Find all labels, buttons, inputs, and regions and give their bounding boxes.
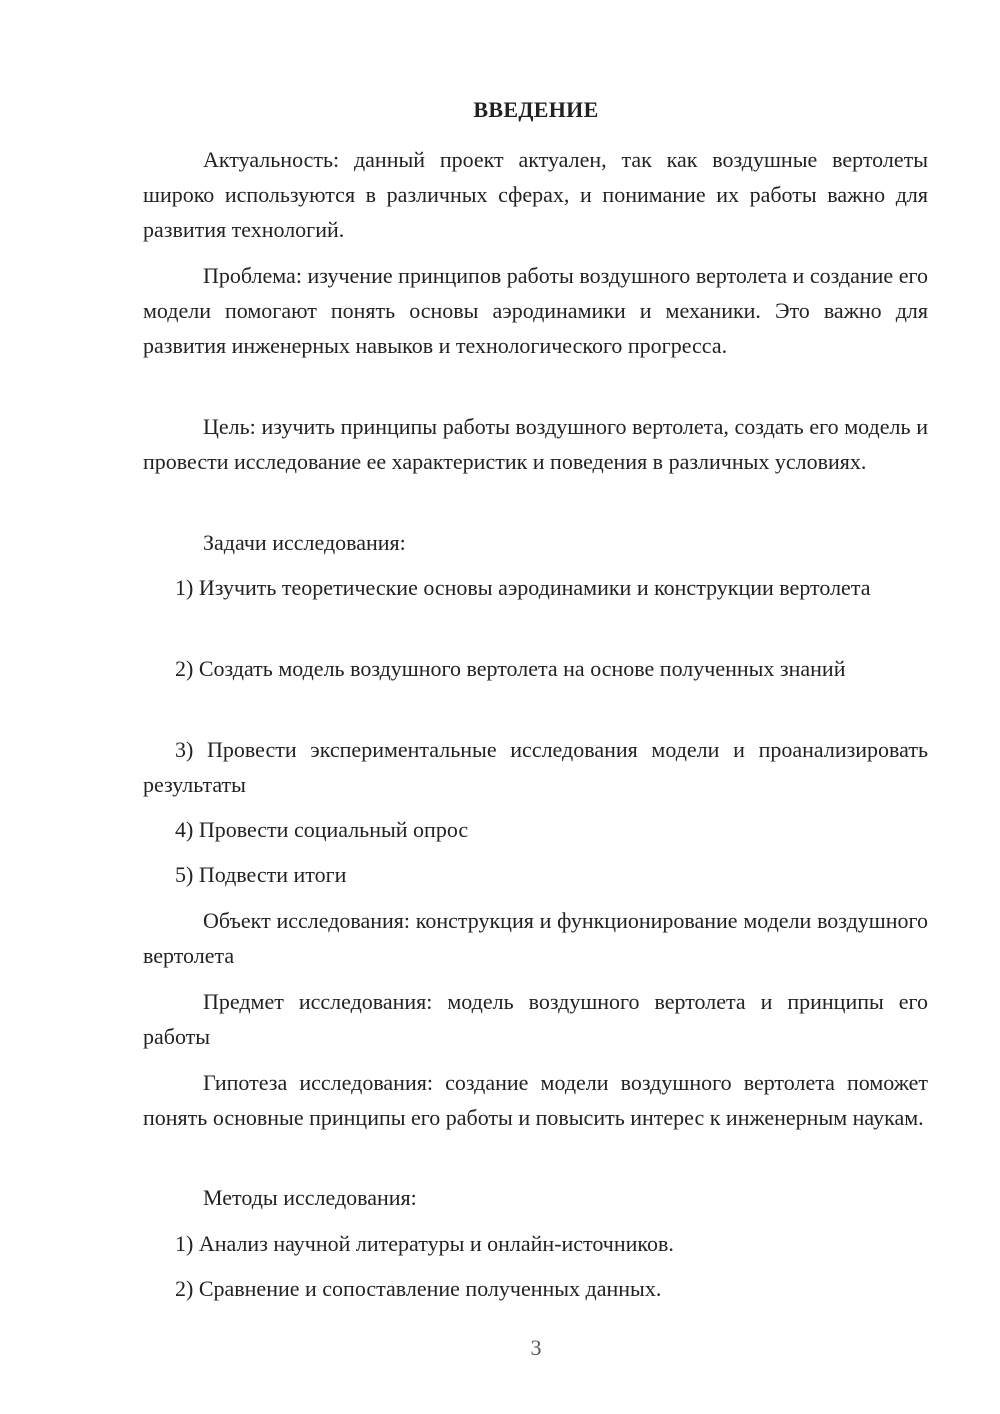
- paragraph-goal: Цель: изучить принципы работы воздушного вертолета, создать его модель и провести исследование ее характеристик и поведения в различных условиях.: [143, 414, 928, 474]
- method-item-1: 1) Анализ научной литературы и онлайн-источников.: [175, 1231, 674, 1256]
- paragraph-subject: Предмет исследования: модель воздушного вертолета и принципы его работы: [143, 989, 928, 1049]
- page-number: 3: [530, 1335, 542, 1360]
- paragraph-object: Объект исследования: конструкция и функционирование модели воздушного вертолета: [143, 908, 928, 968]
- section-heading: ВВЕДЕНИЕ: [473, 97, 599, 122]
- paragraph-hypothesis: Гипотеза исследования: создание модели воздушного вертолета поможет понять основные принципы его работы и повысить интерес к инженерным наукам.: [143, 1070, 928, 1130]
- paragraph-relevance: Актуальность: данный проект актуален, так как воздушные вертолеты широко используются в различных сферах, и понимание их работы важно для развития технологий.: [143, 147, 928, 242]
- task-item-4: 4) Провести социальный опрос: [175, 817, 469, 842]
- task-item-3: 3) Провести экспериментальные исследования модели и проанализировать результаты: [143, 737, 928, 797]
- paragraph-methods-heading: Методы исследования:: [203, 1185, 417, 1210]
- paragraph-problem: Проблема: изучение принципов работы воздушного вертолета и создание его модели помогают понять основы аэродинамики и механики. Это важно для развития инженерных навыков и технологического прогресса.: [143, 263, 928, 358]
- paragraph-tasks-heading: Задачи исследования:: [203, 530, 406, 555]
- method-item-2: 2) Сравнение и сопоставление полученных данных.: [175, 1276, 662, 1301]
- task-item-5: 5) Подвести итоги: [175, 862, 347, 887]
- task-item-1: 1) Изучить теоретические основы аэродинамики и конструкции вертолета: [175, 575, 871, 600]
- task-item-2: 2) Создать модель воздушного вертолета на основе полученных знаний: [175, 656, 846, 681]
